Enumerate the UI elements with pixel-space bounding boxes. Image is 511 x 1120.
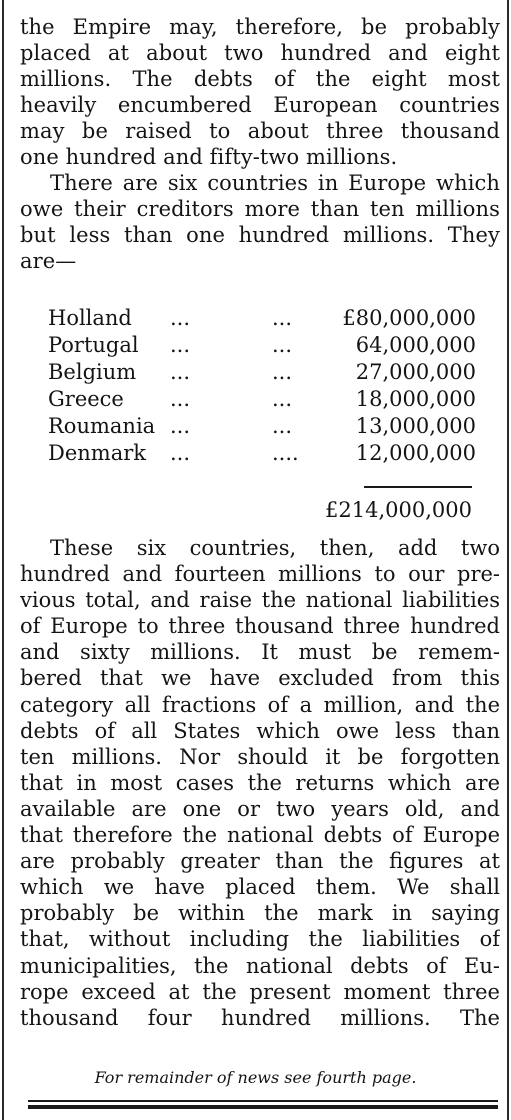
table-row [48,332,476,359]
total-rule [364,486,472,488]
country-name: Holland [48,306,132,330]
text-line: vious total, and raise the national liabilities [20,588,500,613]
debt-amount: 18,000,000 [355,387,476,411]
text-line: that, without including the liabilities of [20,927,500,952]
country-name: Denmark [48,441,146,465]
text-line: and sixty millions. It must be remem- [20,640,500,665]
text-line: owe their creditors more than ten millions [20,197,500,221]
bottom-rule [28,1100,498,1102]
text-line: but less than one hundred millions. They [20,223,500,247]
country-name: Greece [48,387,124,411]
country-name: Portugal [48,333,139,357]
footer-note: For remainder of news see fourth page. [94,1068,417,1087]
text-line: are probably greater than the figures at [20,849,500,874]
leader-dots: ... [170,360,191,384]
debt-amount: 13,000,000 [355,414,476,438]
leader-dots: ... [272,333,293,357]
text-line: the Empire may, therefore, be probably [20,15,500,39]
leader-dots: ... [170,306,191,330]
text-line: heavily encumbered European countries [20,93,500,117]
table-row [48,359,476,386]
leader-dots: ... [272,414,293,438]
debt-amount: £80,000,000 [342,306,476,330]
text-line: category all fractions of a million, and the [20,692,500,717]
text-line: rope exceed at the present moment three [20,979,500,1004]
text-line: are— [20,249,77,273]
debts-table [48,305,476,467]
table-row [48,413,476,440]
paragraph-debts-summary [20,14,500,274]
text-line: These six countries, then, add two [50,536,500,560]
left-column-rule [2,0,4,1120]
bottom-rule-thick [28,1105,498,1109]
text-line: which we have placed them. We shall [20,875,500,900]
text-line: municipalities, the national debts of Eu- [20,953,500,978]
leader-dots: ... [272,387,293,411]
text-line: millions. The debts of the eight most [20,67,500,91]
text-line: that therefore the national debts of Europe [20,823,500,848]
table-row [48,440,476,467]
leader-dots: ... [272,306,293,330]
text-line: one hundred and fifty-two millions. [20,145,398,169]
leader-dots: ... [170,441,191,465]
text-line: placed at about two hundred and eight [20,41,500,65]
leader-dots: ... [170,387,191,411]
debt-amount: 27,000,000 [355,360,476,384]
text-line: thousand four hundred millions. The [20,1005,500,1030]
right-column-rule [507,0,509,1120]
text-line: that in most cases the returns which are [20,770,500,795]
text-line: available are one or two years old, and [20,796,500,821]
debt-amount: 64,000,000 [355,333,476,357]
table-row [48,305,476,332]
debt-amount: 12,000,000 [355,441,476,465]
text-line: ten millions. Nor should it be forgotten [20,744,500,769]
text-line: bered that we have excluded from this [20,666,500,691]
leader-dots: ... [170,333,191,357]
leader-dots: ... [272,360,293,384]
table-row [48,386,476,413]
leader-dots: .... [272,441,299,465]
text-line: hundred and fourteen millions to our pre- [20,562,500,587]
leader-dots: ... [170,414,191,438]
text-line: debts of all States which owe less than [20,718,500,743]
paragraph-liabilities [20,535,500,1031]
debt-total: £214,000,000 [325,498,472,522]
text-line: There are six countries in Europe which [50,171,500,195]
text-line: probably be within the mark in saying [20,901,500,926]
text-line: of Europe to three thousand three hundred [20,614,500,639]
country-name: Belgium [48,360,137,384]
text-line: may be raised to about three thousand [20,119,500,143]
country-name: Roumania [48,414,156,438]
